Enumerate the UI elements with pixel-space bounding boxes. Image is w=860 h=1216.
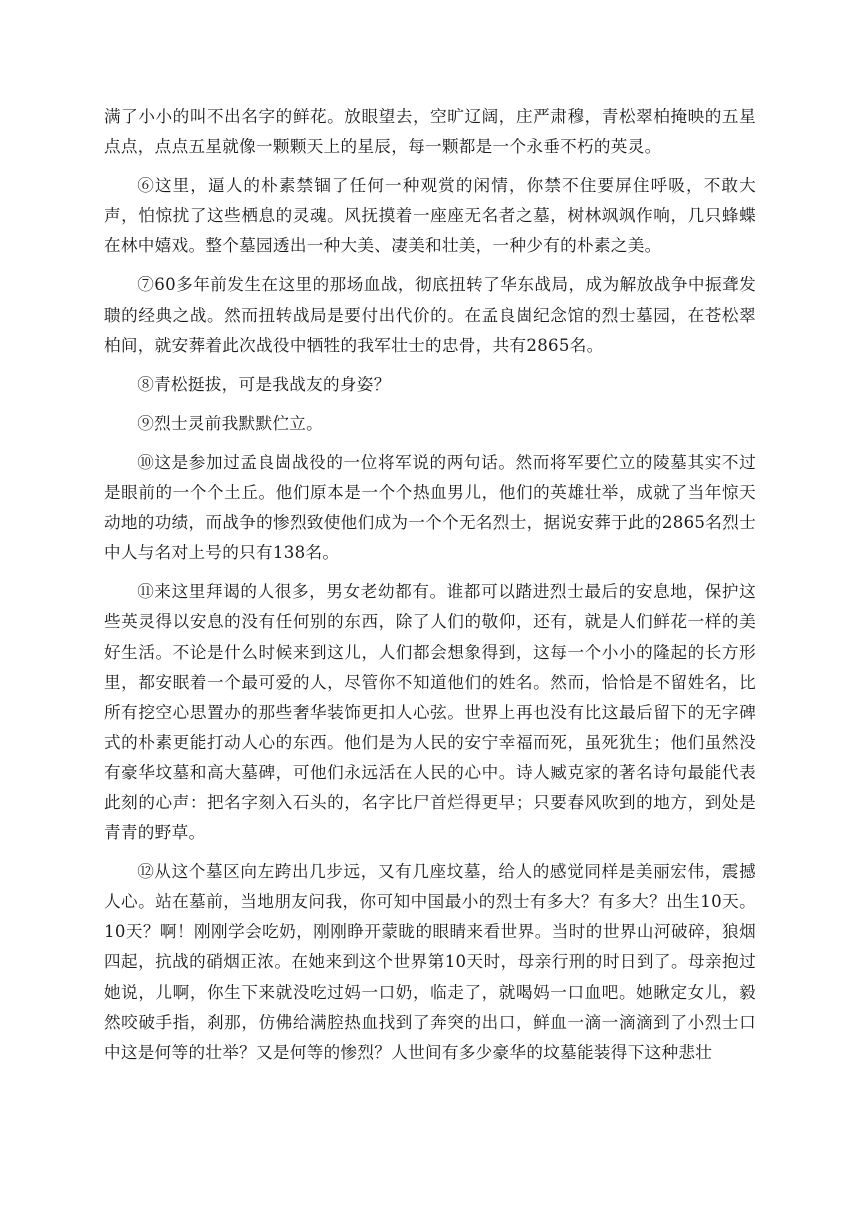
paragraph-9: ⑨烈士灵前我默默伫立。 — [137, 413, 324, 433]
paragraph-11: ⑪来这里拜谒的人很多，男女老幼都有。谁都可以踏进烈士最后的安息地，保护这些英灵得以安息的没有任何别的东西，除了人们的敬仰，还有，就是人们鲜花一样的美好生活。不论是什么时候来到这儿，人们都会想象得到，这每一个小小的隆起的长方形里，都安眠着一个最可爱的人，尽管你不知道他们的姓名。然而，恰恰是不留姓名，比所有挖空心思置办的那些奢华装饰更扣人心弦。世界上再也没有比这最后留下的无字碑式的朴素更能打动人心的东西。他们是为人民的安宁幸福而死，虽死犹生；他们虽然没有豪华坟墓和高大墓碑，可他们永远活在人民的心中。诗人臧克家的著名诗句最能代表此刻的心声：把名字刻入石头的，名字比尸首烂得更早；只要春风吹到的地方，到处是青青的野草。 — [104, 582, 756, 843]
paragraph-6: ⑥这里，逼人的朴素禁锢了任何一种观赏的闲情，你禁不住要屏住呼吸，不敢大声，怕惊扰了这些栖息的灵魂。风抚摸着一座座无名者之墓，树林飒飒作响，几只蜂蝶在林中嬉戏。整个墓园透出一种大美、凄美和壮美，一种少有的朴素之美。 — [104, 176, 756, 256]
paragraph-8: ⑧青松挺拔，可是我战友的身姿？ — [137, 374, 391, 394]
paragraph-continued: 满了小小的叫不出名字的鲜花。放眼望去，空旷辽阔，庄严肃穆，青松翠柏掩映的五星点点，点点五星就像一颗颗天上的星辰，每一颗都是一个永垂不朽的英灵。 — [104, 107, 756, 157]
paragraph-12: ⑫从这个墓区向左跨出几步远，又有几座坟墓，给人的感觉同样是美丽宏伟，震撼人心。站在墓前，当地朋友问我，你可知中国最小的烈士有多大？有多大？出生10天。10天？啊！刚刚学会吃奶，刚刚睁开蒙眬的眼睛来看世界。当时的世界山河破碎，狼烟四起，抗战的硝烟正浓。在她来到这个世界第10天时，母亲行刑的时日到了。母亲抱过她说，儿啊，你生下来就没吃过妈一口奶，临走了，就喝妈一口血吧。她瞅定女儿，毅然咬破手指，刹那，仿佛给满腔热血找到了奔突的出口，鲜血一滴一滴滴到了小烈士口中这是何等的壮举？又是何等的惨烈？人世间有多少豪华的坟墓能装得下这种悲壮 — [104, 862, 756, 1062]
article-body — [104, 102, 756, 1068]
paragraph-10: ⑩这是参加过孟良崮战役的一位将军说的两句话。然而将军要伫立的陵墓其实不过是眼前的一个个土丘。他们原本是一个个热血男儿，他们的英雄壮举，成就了当年惊天动地的功绩，而战争的惨烈致使他们成为一个个无名烈士，据说安葬于此的2865名烈士中人与名对上号的只有138名。 — [104, 452, 756, 563]
paragraph-7: ⑦60多年前发生在这里的那场血战，彻底扭转了华东战局，成为解放战争中振聋发聩的经典之战。然而扭转战局是要付出代价的。在孟良崮纪念馆的烈士墓园，在苍松翠柏间，就安葬着此次战役中牺牲的我军壮士的忠骨，共有2865名。 — [104, 275, 756, 355]
